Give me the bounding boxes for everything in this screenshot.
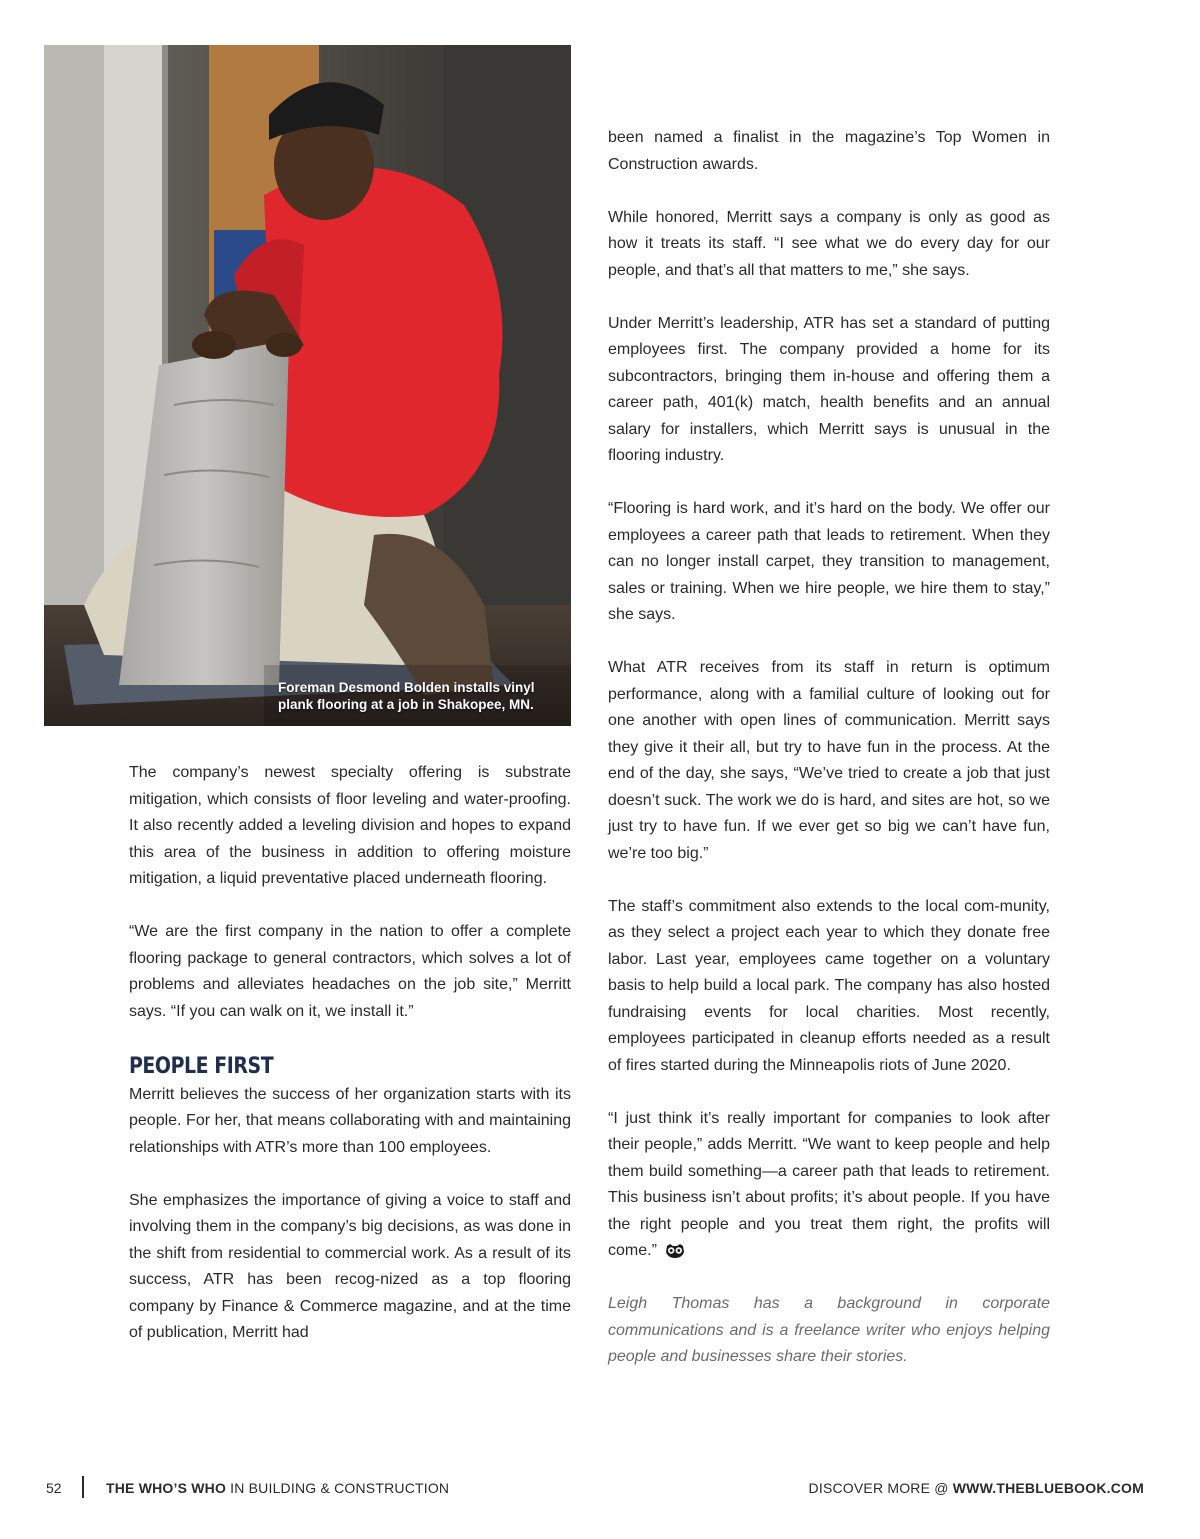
caption-line-1: Foreman Desmond Bolden installs vinyl [278, 680, 535, 695]
right-column [608, 125, 1050, 1397]
closing-paragraph [608, 1106, 1050, 1265]
paragraph: What ATR receives from its staff in return is optimum performance, along with a familial culture of looking out for one another with open lines of communication. Merritt says they give it their all, but try to have fun in the process. At the end of the day, she says, “We’ve tried to create a job that just doesn’t suck. The work we do is hard, and sites are hot, so we just try to have fun. If we ever get so big we can’t have fun, we’re too big.” [608, 659, 1050, 862]
paragraph: The staff’s commitment also extends to the local com-munity, as they select a project each year to which they donate free labor. Last year, employees came together on a voluntary basis to help build a local park. The company has also hosted fundraising events for local charities. Most recently, employees participated in cleanup efforts needed as a result of fires started during the Minneapolis riots of June 2020. [608, 897, 1050, 1074]
paragraph: The company’s newest specialty offering is substrate mitigation, which consists of floor leveling and water-proofing. It also recently added a leveling division and hopes to expand this area of the business in addition to offering moisture mitigation, a liquid preventative placed underneath flooring. [129, 764, 571, 887]
author-bio: Leigh Thomas has a background in corporate communications and is a freelance writer who enjoys helping people and businesses share their stories. [608, 1295, 1050, 1365]
discover-more [809, 1480, 1144, 1496]
paragraph: “Flooring is hard work, and it’s hard on the body. We offer our employees a career path that leads to retirement. When they can no longer install carpet, they transition to management, sales or training. When we hire people, we hire them to stay,” she says. [608, 500, 1050, 623]
website-link[interactable]: WWW.THEBLUEBOOK.COM [952, 1480, 1144, 1496]
closing-text: “I just think it’s really important for companies to look after their people,” adds Merritt. “We want to keep people and help them build something—a career path that leads to retirement. This business isn’t about profits; it’s about people. If you have the right people and you treat them right, the profits will come.” [608, 1109, 1050, 1259]
page-number: 52 [46, 1480, 62, 1496]
paragraph: While honored, Merritt says a company is only as good as how it treats its staff. “I see what we do every day for our people, and that’s all that matters to me,” she says. [608, 208, 1050, 279]
publication-title-rest: IN BUILDING & CONSTRUCTION [226, 1480, 450, 1496]
owl-icon [665, 1243, 685, 1259]
photo-illustration [44, 45, 571, 726]
page-footer [0, 1478, 1200, 1500]
left-column [129, 760, 571, 1373]
paragraph: “We are the first company in the nation to offer a complete flooring package to general contractors, which solves a lot of problems and alleviates headaches on the job site,” Merritt says. “If you can walk on it, we install it.” [129, 923, 571, 1020]
publication-title [106, 1480, 449, 1496]
paragraph: Merritt believes the success of her organization starts with its people. For her, that means collaborating with and maintaining relationships with ATR’s more than 100 employees. [129, 1085, 571, 1156]
caption-line-2: plank flooring at a job in Shakopee, MN. [278, 697, 534, 712]
paragraph: Under Merritt’s leadership, ATR has set a standard of putting employees first. The company provided a home for its subcontractors, bringing them in-house and offering them a career path, 401(k) match, health benefits and an annual salary for installers, which Merritt says is unusual in the flooring industry. [608, 314, 1050, 464]
discover-label: DISCOVER MORE @ [808, 1480, 953, 1496]
footer-divider [82, 1476, 84, 1498]
paragraph: She emphasizes the importance of giving a voice to staff and involving them in the company’s big decisions, as was done in the shift from residential to commercial work. As a result of its success, ATR has been recog-nized as a top flooring company by Finance & Commerce magazine, and at the time of publication, Merritt had [129, 1191, 571, 1341]
photo-caption [278, 679, 568, 713]
section-heading: PEOPLE FIRST [129, 1053, 274, 1079]
publication-title-bold: THE WHO’S WHO [106, 1480, 227, 1496]
article-photo [44, 45, 571, 726]
paragraph: been named a finalist in the magazine’s Top Women in Construction awards. [608, 129, 1050, 173]
